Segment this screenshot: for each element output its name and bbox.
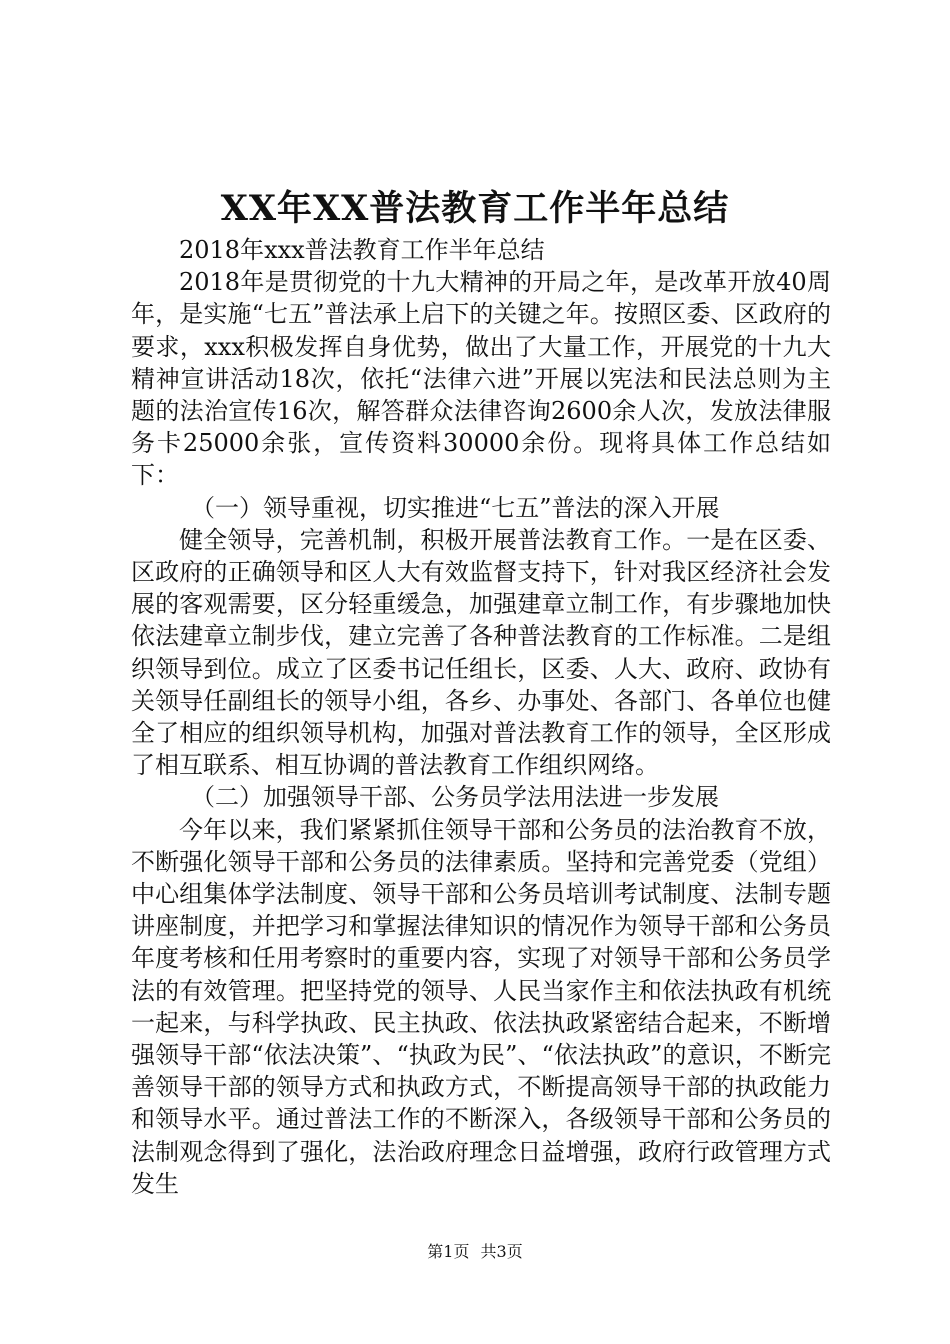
section-heading-2: （二）加强领导干部、公务员学法用法进一步发展 — [191, 783, 719, 812]
document-body — [131, 234, 831, 1200]
paragraph-section-2: 今年以来，我们紧紧抓住领导干部和公务员的法治教育不放，不断强化领导干部和公务员的法律素质。坚持和完善党委（党组）中心组集体学法制度、领导干部和公务员培训考试制度、法制专题讲座制度，并把学习和掌握法律知识的情况作为领导干部和公务员年度考核和任用考察时的重要内容，实现了对领导干部和公务员学法的有效管理。把坚持党的领导、人民当家作主和依法执政有机统一起来，与科学执政、民主执政、依法执政紧密结合起来，不断增强领导干部“依法决策”、“执政为民”、“依法执政”的意识，不断完善领导干部的领导方式和执政方式，不断提高领导干部的执政能力和领导水平。通过普法工作的不断深入，各级领导干部和公务员的法制观念得到了强化，法治政府理念日益增强，政府行政管理方式发生 — [131, 815, 831, 1198]
section-heading-1: （一）领导重视，切实推进“七五”普法的深入开展 — [191, 493, 720, 522]
paragraph-intro: 2018年是贯彻党的十九大精神的开局之年，是改革开放40周年，是实施“七五”普法承上启下的关键之年。按照区委、区政府的要求，xxx积极发挥自身优势，做出了大量工作，开展党的十九大精神宣讲活动18次，依托“法律六进”开展以宪法和民法总则为主题的法治宣传16次，解答群众法律咨询2600余人次，发放法律服务卡25000余张，宣传资料30000余份。现将具体工作总结如下： — [131, 268, 831, 490]
document-title: XX年XX普法教育工作半年总结 — [220, 188, 730, 229]
paragraph-subtitle: 2018年xxx普法教育工作半年总结 — [179, 236, 545, 264]
page-footer: 第1页 共3页 — [427, 1242, 523, 1261]
paragraph-section-1: 健全领导，完善机制，积极开展普法教育工作。一是在区委、区政府的正确领导和区人大有效监督支持下，针对我区经济社会发展的客观需要，区分轻重缓急，加强建章立制工作，有步骤地加快依法建章立制步伐，建立完善了各种普法教育的工作标准。二是组织领导到位。成立了区委书记任组长，区委、人大、政府、政协有关领导任副组长的领导小组，各乡、办事处、各部门、各单位也健全了相应的组织领导机构，加强对普法教育工作的领导，全区形成了相互联系、相互协调的普法教育工作组织网络。 — [131, 525, 831, 780]
